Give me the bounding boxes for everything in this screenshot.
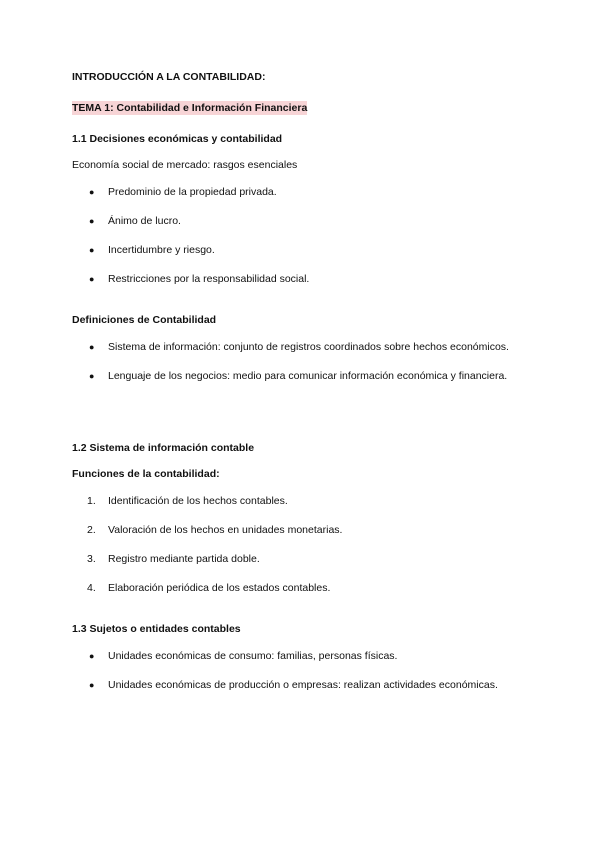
bullet-icon: ● [89,651,95,661]
list-item: ● Sistema de información: conjunto de registros coordinados sobre hechos económicos. [89,341,509,353]
bullet-icon: ● [89,216,95,226]
list-item: ● Unidades económicas de consumo: familias, personas físicas. [89,650,398,662]
list-item: ● Restricciones por la responsabilidad social. [89,273,310,285]
functions-list [72,494,528,596]
section-1-3-title: 1.3 Sujetos o entidades contables [72,623,241,635]
list-item: 1. Identificación de los hechos contables. [87,495,288,507]
definitions-title: Definiciones de Contabilidad [72,314,217,326]
bullet-icon: ● [89,680,95,690]
functions-title: Funciones de la contabilidad: [72,468,220,480]
list-item: 4. Elaboración periódica de los estados contables. [87,582,331,594]
bullet-icon: ● [89,274,95,284]
definitions-list [72,340,528,384]
list-number: 4. [87,582,96,594]
section-1-2-title: 1.2 Sistema de información contable [72,442,255,454]
bullet-icon: ● [89,342,95,352]
list-item: ● Incertidumbre y riesgo. [89,244,215,256]
topic-title-highlight: TEMA 1: Contabilidad e Información Financiera [72,102,308,114]
section-1-3-list [72,649,528,693]
section-1-1-intro: Economía social de mercado: rasgos esenciales [72,159,298,171]
topic-title [72,101,528,115]
list-number: 2. [87,524,96,536]
section-1-1-title: 1.1 Decisiones económicas y contabilidad [72,133,283,145]
bullet-icon: ● [89,371,95,381]
bullet-icon: ● [89,245,95,255]
document-title: INTRODUCCIÓN A LA CONTABILIDAD: [72,71,266,83]
bullet-icon: ● [89,187,95,197]
list-item: ● Predominio de la propiedad privada. [89,186,277,198]
document-page [72,70,528,693]
list-item: ● Lenguaje de los negocios: medio para comunicar información económica y financiera. [89,370,508,382]
section-1-1-list [72,185,528,287]
list-number: 3. [87,553,96,565]
list-item: 3. Registro mediante partida doble. [87,553,260,565]
list-item: ● Unidades económicas de producción o empresas: realizan actividades económicas. [89,679,498,691]
list-item: ● Ánimo de lucro. [89,215,181,227]
list-number: 1. [87,495,96,507]
list-item: 2. Valoración de los hechos en unidades monetarias. [87,524,343,536]
